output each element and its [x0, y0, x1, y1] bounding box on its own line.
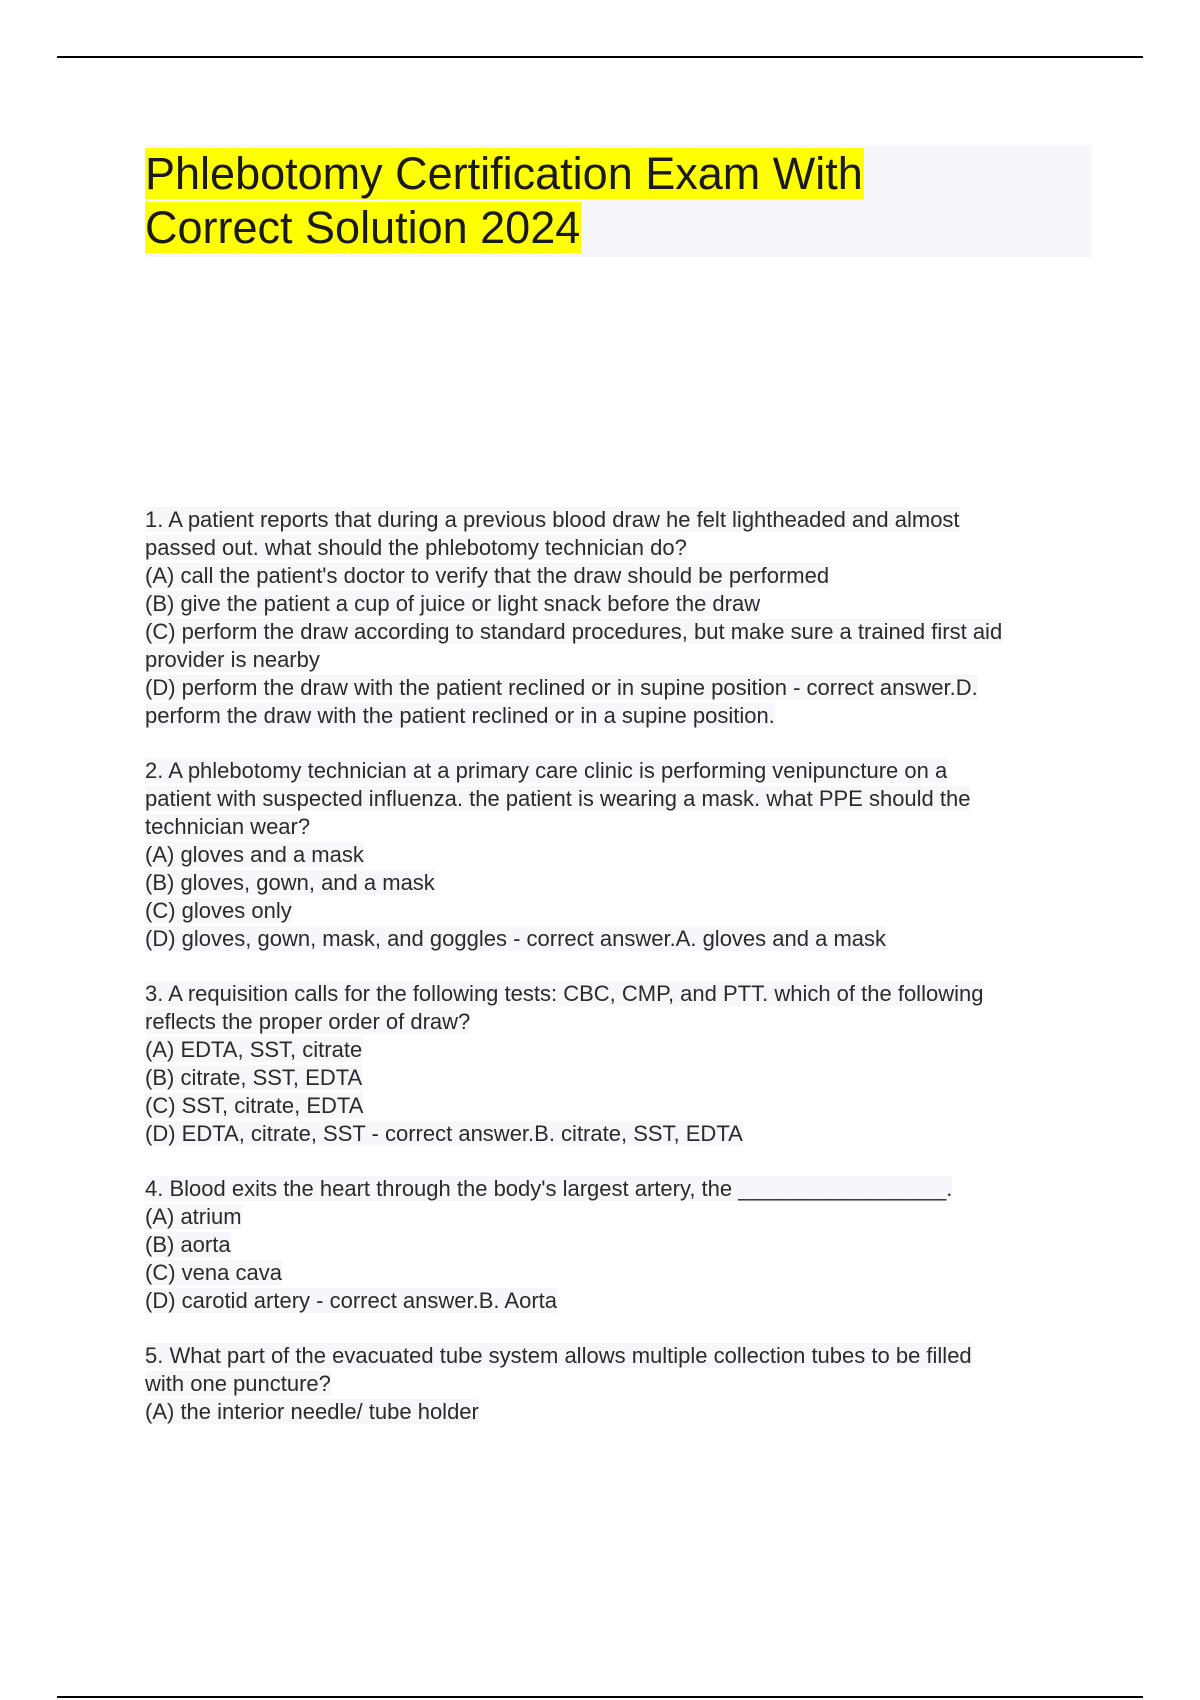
answer-option: (A) call the patient's doctor to verify that the draw should be performed	[145, 563, 830, 588]
answer-option: (C) perform the draw according to standard procedures, but make sure a trained first aid	[145, 619, 1003, 644]
question-line: 2. A phlebotomy technician at a primary care clinic is performing venipuncture on a	[145, 758, 948, 783]
answer-option: (B) give the patient a cup of juice or light snack before the draw	[145, 591, 761, 616]
question-line: 4. Blood exits the heart through the body's largest artery, the _________________.	[145, 1176, 953, 1201]
bottom-rule	[57, 1696, 1143, 1698]
question-line: with one puncture?	[145, 1371, 331, 1396]
top-rule	[57, 56, 1143, 58]
answer-option: (D) gloves, gown, mask, and goggles - correct answer.A. gloves and a mask	[145, 926, 887, 951]
title-line-2: Correct Solution 2024	[145, 202, 581, 253]
question-line: 1. A patient reports that during a previous blood draw he felt lightheaded and almost	[145, 507, 960, 532]
question-4	[145, 1175, 1095, 1315]
answer-option: (B) gloves, gown, and a mask	[145, 870, 435, 895]
question-line: technician wear?	[145, 814, 311, 839]
question-line: reflects the proper order of draw?	[145, 1009, 471, 1034]
question-2	[145, 757, 1095, 953]
question-3	[145, 980, 1095, 1148]
answer-option: (D) perform the draw with the patient reclined or in supine position - correct answer.D.	[145, 675, 978, 700]
title-line-1: Phlebotomy Certification Exam With	[145, 148, 863, 199]
answer-option: (B) aorta	[145, 1232, 231, 1257]
answer-option: (C) SST, citrate, EDTA	[145, 1093, 364, 1118]
correct-answer: perform the draw with the patient reclined or in a supine position.	[145, 703, 775, 728]
answer-option: (B) citrate, SST, EDTA	[145, 1065, 363, 1090]
question-1	[145, 506, 1095, 730]
answer-option: (A) EDTA, SST, citrate	[145, 1037, 363, 1062]
answer-option: (D) carotid artery - correct answer.B. Aorta	[145, 1288, 558, 1313]
document-title	[145, 147, 965, 255]
question-line: 5. What part of the evacuated tube system allows multiple collection tubes to be filled	[145, 1343, 972, 1368]
question-line: 3. A requisition calls for the following tests: CBC, CMP, and PTT. which of the following	[145, 981, 984, 1006]
answer-option: provider is nearby	[145, 647, 320, 672]
question-line: passed out. what should the phlebotomy technician do?	[145, 535, 687, 560]
answer-option: (C) vena cava	[145, 1260, 282, 1285]
answer-option: (A) atrium	[145, 1204, 242, 1229]
questions-list	[145, 506, 1095, 1453]
answer-option: (A) the interior needle/ tube holder	[145, 1399, 479, 1424]
answer-option: (A) gloves and a mask	[145, 842, 364, 867]
answer-option: (D) EDTA, citrate, SST - correct answer.B. citrate, SST, EDTA	[145, 1121, 743, 1146]
answer-option: (C) gloves only	[145, 898, 292, 923]
question-line: patient with suspected influenza. the patient is wearing a mask. what PPE should the	[145, 786, 971, 811]
question-5	[145, 1342, 1095, 1426]
